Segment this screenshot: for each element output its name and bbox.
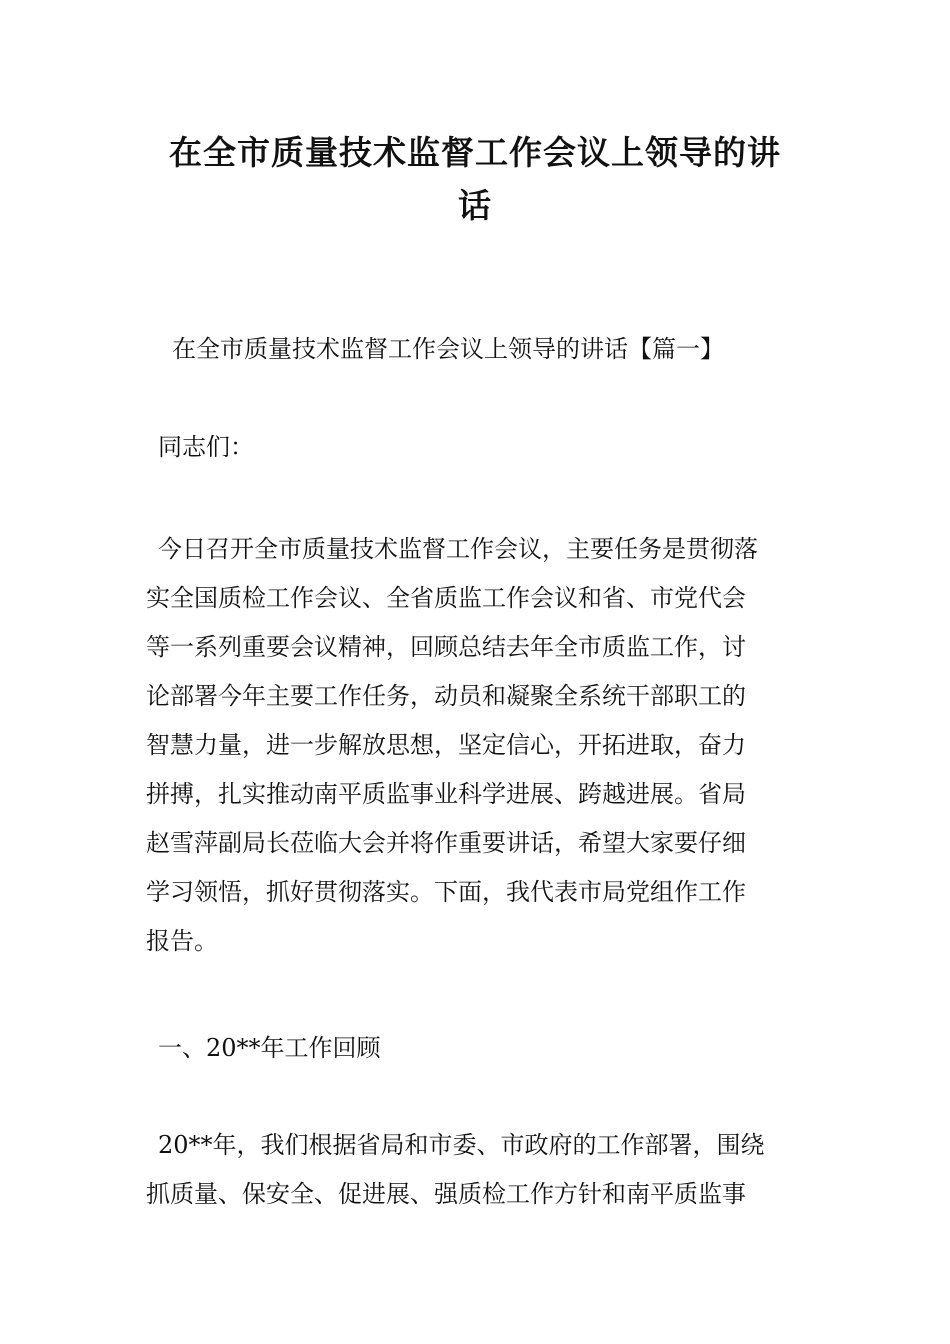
paragraph-review: [146, 1121, 810, 1219]
salutation: 同志们：: [158, 433, 254, 461]
document-title: [130, 126, 820, 232]
paragraph-line: 智慧力量，进一步解放思想，坚定信心，开拓进取，奋力: [146, 731, 746, 759]
paragraph-line: 报告。: [146, 927, 218, 955]
paragraph-line: 论部署今年主要工作任务，动员和凝聚全系统干部职工的: [146, 682, 746, 710]
paragraph-intro: [146, 525, 810, 966]
document-title-line-1: 在全市质量技术监督工作会议上领导的讲: [169, 133, 781, 172]
paragraph-line: 20**年，我们根据省局和市委、市政府的工作部署，围绕: [158, 1131, 765, 1159]
paragraph-line: 等一系列重要会议精神，回顾总结去年全市质监工作，讨: [146, 633, 746, 661]
paragraph-line: 抓质量、保安全、促进展、强质检工作方针和南平质监事: [146, 1180, 746, 1208]
section-heading: 一、20**年工作回顾: [158, 1034, 381, 1062]
document-title-line-2: 话: [458, 186, 492, 225]
paragraph-line: 实全国质检工作会议、全省质监工作会议和省、市党代会: [146, 584, 746, 612]
paragraph-line: 赵雪萍副局长莅临大会并将作重要讲话，希望大家要仔细: [146, 829, 746, 857]
document-subtitle: 在全市质量技术监督工作会议上领导的讲话【篇一】: [172, 335, 724, 363]
paragraph-line: 拼搏，扎实推动南平质监事业科学进展、跨越进展。省局: [146, 780, 746, 808]
paragraph-line: 今日召开全市质量技术监督工作会议，主要任务是贯彻落: [158, 535, 758, 563]
paragraph-line: 学习领悟，抓好贯彻落实。下面，我代表市局党组作工作: [146, 878, 746, 906]
